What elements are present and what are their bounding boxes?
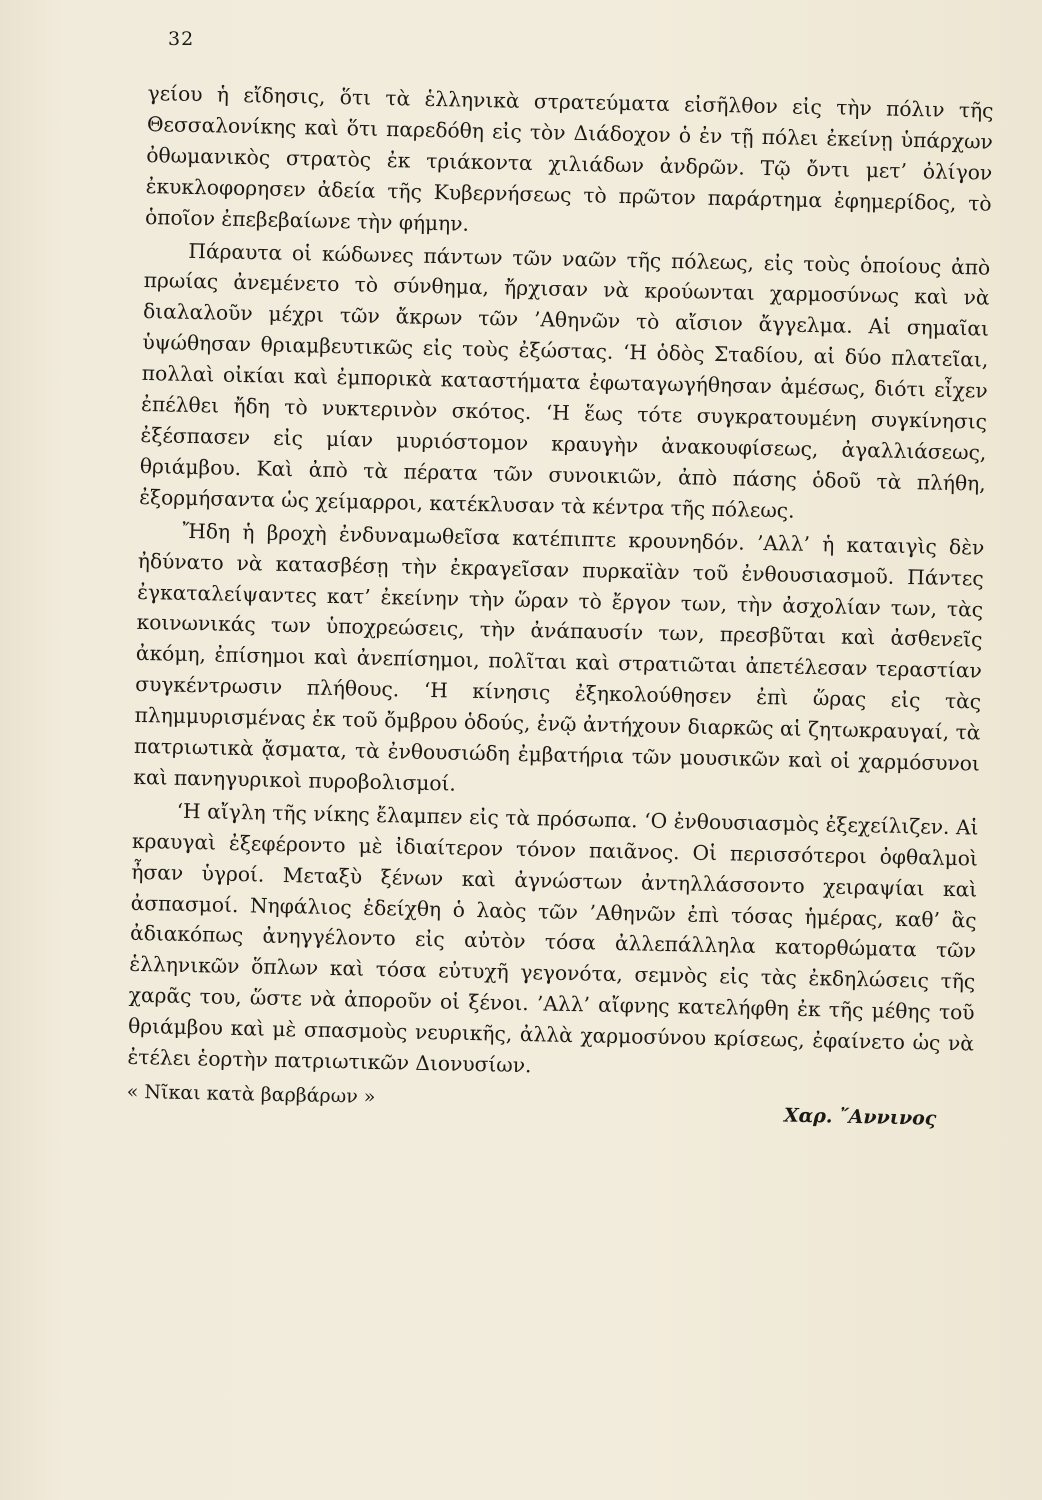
- paragraph-4: ‘Η αἴγλη τῆς νίκης ἔλαμπεν εἰς τὰ πρόσωπα. ‘Ο ἐνθουσιασμὸς ἐξεχείλιζεν. Αἱ κραυγαὶ ἐξεφέροντο μὲ ἰδιαίτερον τόνον παιᾶνος. Οἱ περισσότεροι ὀφθαλμοὶ ἦσαν ὑγροί. Μεταξὺ ξένων καὶ ἀγνώστων ἀντηλλάσσοντο χειραψίαι καὶ ἀσπασμοί. Νηφάλιος ἐδείχθη ὁ λαὸς τῶν ’Αθηνῶν ἐπὶ τόσας ἡμέρας, καθ’ ἃς ἀδιακόπως ἀνηγγέλοντο εἰς αὐτὸν τόσα ἀλλεπάλληλα κατορθώματα τῶν ἑλληνικῶν ὅπλων καὶ τόσα εὐτυχῆ γεγονότα, σεμνὸς εἰς τὰς ἐκδηλώσεις τῆς χαρᾶς του, ὥστε νὰ ἀποροῦν οἱ ξένοι. ’Αλλ’ αἴφνης κατελήφθη ἐκ τῆς μέθης τοῦ θριάμβου καὶ μὲ σπασμοὺς νευρικῆς, ἀλλὰ χαρμοσύνου κρίσεως, ἐφαίνετο ὡς νὰ ἐτέλει ἑορτὴν πατριωτικῶν Διονυσίων.: [127, 798, 979, 1078]
- paragraph-1: γείου ἡ εἴδησις, ὅτι τὰ ἑλληνικὰ στρατεύματα εἰσῆλθον εἰς τὴν πόλιν τῆς Θεσσαλονίκης καὶ ὅτι παρεδόθη εἰς τὸν Διάδοχον ὁ ἐν τῇ πόλει ἐκείνῃ ὑπάρχων ὀθωμανικὸς στρατὸς ἐκ τριάκοντα χιλιάδων ἀνδρῶν. Τῷ ὄντι μετ’ ὀλίγον ἐκυκλοφορησεν ἀδεία τῆς Κυβερνήσεως τὸ πρῶτον παράρτημα ἐφημερίδος, τὸ ὁποῖον ἐπεβεβαίωνε τὴν φήμην.: [144, 80, 994, 236]
- attribution: [126, 1081, 973, 1139]
- author-signature: Χαρ. ῎Αννινος: [783, 1104, 937, 1130]
- paragraph-2: Πάραυτα οἱ κώδωνες πάντων τῶν ναῶν τῆς πόλεως, εἰς τοὺς ὁποίους ἀπὸ πρωίας ἀνεμένετο τὸ σύνθημα, ἤρχισαν νὰ κρούωνται χαρμοσύνως καὶ νὰ διαλαλοῦν μέχρι τῶν ἄκρων τῶν ’Αθηνῶν τὸ αἴσιον ἄγγελμα. Αἱ σημαῖαι ὑψώθησαν θριαμβευτικῶς εἰς τοὺς ἐξώστας. ‘Η ὁδὸς Σταδίου, αἱ δύο πλατεῖαι, πολλαὶ οἰκίαι καὶ ἐμπορικὰ καταστήματα ἐφωταγωγήθησαν ἀμέσως, διότι εἶχεν ἐπέλθει ἤδη τὸ νυκτερινὸν σκότος. ‘Η ἕως τότε συγκρατουμένη συγκίνησις ἐξέσπασεν εἰς μίαν μυριόστομον κραυγὴν ἀνακουφίσεως, ἀγαλλιάσεως, θριάμβου. Καὶ ἀπὸ τὰ πέρατα τῶν συνοικιῶν, ἀπὸ πάσης ὁδοῦ τὰ πλήθη, ἐξορμήσαντα ὡς χείμαρροι, κατέκλυσαν τὰ κέντρα τῆς πόλεως.: [138, 238, 991, 523]
- source-title: « Νῖκαι κατὰ βαρβάρων »: [126, 1080, 376, 1108]
- paragraph-3: Ἤδη ἡ βροχὴ ἐνδυναμωθεῖσα κατέπιπτε κρουνηδόν. ’Αλλ’ ἡ καταιγὶς δὲν ἠδύνατο νὰ κατασβέσῃ τὴν ἐκραγεῖσαν πυρκαϊὰν τοῦ ἐνθουσιασμοῦ. Πάντες ἐγκαταλείψαντες κατ’ ἐκείνην τὴν ὥραν τὸ ἔργον των, τὴν ἀσχολίαν των, τὰς κοινωνικάς των ὑποχρεώσεις, τὴν ἀνάπαυσίν των, πρεσβῦται καὶ ἀσθενεῖς ἀκόμη, ἐπίσημοι καὶ ἀνεπίσημοι, πολῖται καὶ στρατιῶται ἀπετέλεσαν τεραστίαν συγκέντρωσιν πλήθους. ‘Η κίνησις ἐξηκολούθησεν ἐπὶ ὥρας εἰς τὰς πλημμυρισμένας ἐκ τοῦ ὄμβρου ὁδούς, ἐνῷ ἀντήχουν διαρκῶς αἱ ζητωκραυγαί, τὰ πατριωτικὰ ᾄσματα, τὰ ἐνθουσιώδη ἐμβατήρια τῶν μουσικῶν καὶ οἱ χαρμόσυνοι καὶ πανηγυρικοὶ πυροβολισμοί.: [133, 518, 985, 796]
- body-text: [126, 78, 994, 1138]
- page-number: 32: [168, 28, 195, 50]
